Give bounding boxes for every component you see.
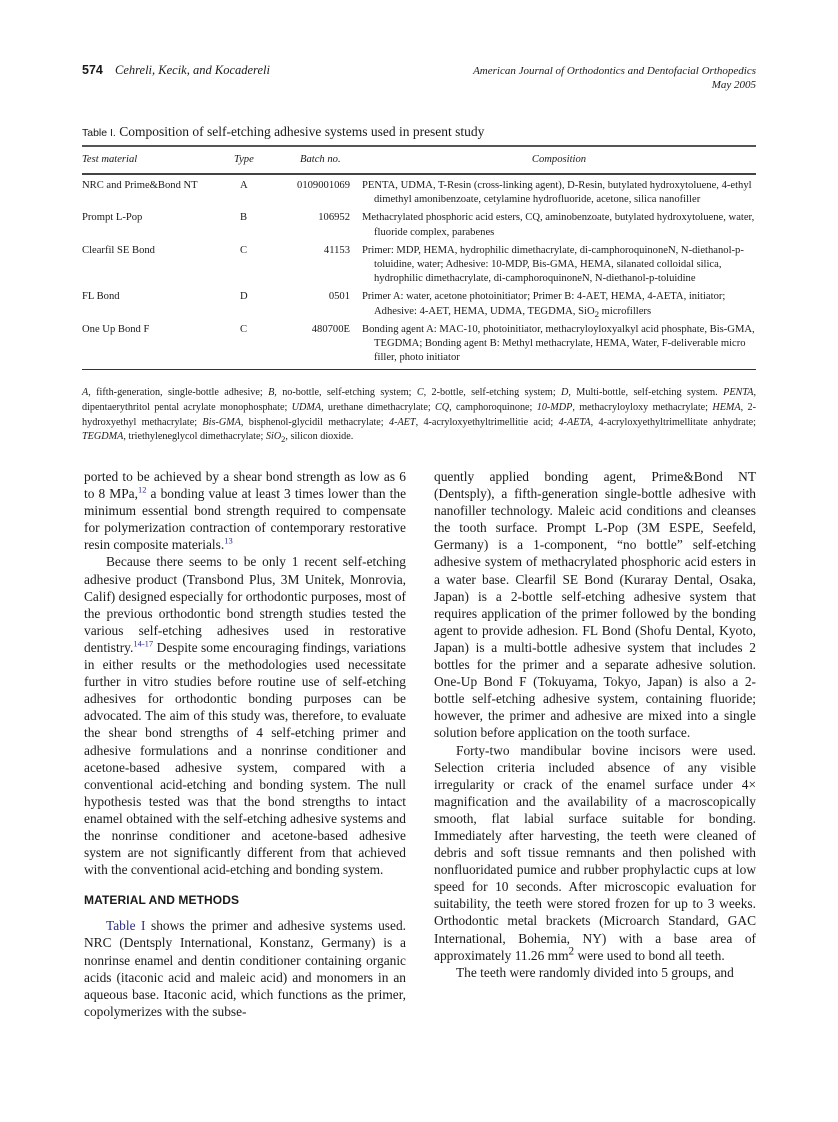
table-row <box>82 240 756 287</box>
table-footnote: A, fifth-generation, single-bottle adhesive; B, no-bottle, self-etching system; C, 2-bottle, self-etching system; D, Multi-bottle, self-etching system. PENTA, dipentaerythritol pental acrylate monophosphate; UDMA, urethane dimethacrylate; CQ, camphoroquinone; 10-MDP, methacryloyloxy methacrylate; HEMA, 2-hydroxyethyl methacrylate; Bis-GMA, bisphenol-glycidil methacrylate; 4-AET, 4-acryloxyethyltrimellitie acid; 4-AETA, 4-acryloxyethyltrimellitate anhydrate; TEGDMA, triethyleneglycol dimethacrylate; SiO$_2$, silicon dioxide. <box>82 387 757 445</box>
running-authors: Cehreli, Kecik, and Kocadereli <box>115 63 270 77</box>
paragraph: ported to be achieved by a shear bond strength as low as 6 to 8 MPa,$^{12}$ a bonding value at least 3 times lower than the minimum essential bond strength required to compensate for polymerization contraction of contemporary restorative resin composite materials.$^{13}$ <box>84 469 407 553</box>
cell-material: Prompt L-Pop <box>82 212 143 224</box>
cell-batch: 480700E <box>311 323 350 335</box>
left-column <box>84 468 406 1020</box>
col-header-test-material: Test material <box>82 153 138 165</box>
cell-composition: Bonding agent A: MAC-10, photoinitiator, methacryloyloxyalkyl acid phosphate, Bis-GMA, TEGDMA; Bonding agent B: Methyl methacrylate, HEMA, Water, F-deliverable micro filler, photo initiator <box>362 323 755 364</box>
journal-title: American Journal of Orthodontics and Dentofacial Orthopedics <box>473 65 756 77</box>
journal-info <box>473 64 756 92</box>
table-caption <box>82 124 484 140</box>
citation-link[interactable]: 12 <box>137 484 147 495</box>
journal-issue: May 2005 <box>711 79 756 91</box>
cell-type: A <box>240 180 248 191</box>
citation-link[interactable]: 13 <box>224 535 233 546</box>
cell-type: B <box>240 212 248 224</box>
cell-material: FL Bond <box>82 291 120 303</box>
paragraph: Because there seems to be only 1 recent self-etching adhesive product (Transbond Plus, 3M Unitek, Monrovia, Calif) designed especially for orthodontic purposes, most of the previous orthodontic bond strength studies tested the various self-etching adhesives used in restorative dentistry.$^{14-17}$ Despite some encouraging findings, variations in either results or the methodologies used necessitate further in vitro studies before routine use of self-etching adhesives for orthodontic bonding purposes can be advocated. The aim of this study was, therefore, to evaluate the shear bond strengths of 4 self-etching primer and adhesive formulations and a nonrinse conditioner and acetone-based adhesive system, compared with a conventional acid-etching and bonding system. The null hypothesis tested was that the bond strengths to intact enamel obtained with the self-etching adhesive systems and the nonrinse conditioner and acetone-based adhesive system are not significantly different from that achieved with the conventional acid-etching and bonding system. <box>84 554 406 878</box>
running-header <box>82 63 756 103</box>
cell-material: Clearfil SE Bond <box>82 244 155 256</box>
cell-composition: Methacrylated phosphoric acid esters, CQ, aminobenzoate, butylated hydroxytoluene, water, fluoride complex, parabenes <box>362 212 755 238</box>
page-number: 574 <box>82 63 103 77</box>
table-row <box>82 207 756 239</box>
paragraph: Table I shows the primer and adhesive systems used. NRC (Dentsply International, Konstanz, Germany) is a nonrinse enamel and dentin conditioner containing organic acids (itaconic acid and maleic acid) and monomers in an aqueous base. Itaconic acid, which functions as the primer, copolymerizes with the subse- <box>84 918 407 1019</box>
cell-composition: Primer: MDP, HEMA, hydrophilic dimethacrylate, di-camphoroquinoneN, N-diethanol-p-toluidine, water; Adhesive: 10-MDP, Bis-GMA, HEMA, silanated colloidal silica, hydrophilic dimethacrylate, di-camphoroquinoneN, N-diethanol-p-toluidine <box>362 244 744 285</box>
paragraph: The teeth were randomly divided into 5 groups, and <box>456 964 734 980</box>
cell-batch: 41153 <box>323 244 350 256</box>
section-heading: MATERIAL AND METHODS <box>84 893 240 908</box>
table-row <box>82 319 756 370</box>
cell-composition: Primer A: water, acetone photoinitiator; Primer B: 4-AET, HEMA, 4-AETA, initiator; Adhesive: 4-AET, HEMA, UDMA, TEGDMA, SiO$_2$ microfillers <box>362 291 726 319</box>
citation-link[interactable]: 14-17 <box>133 638 154 649</box>
col-header-batch: Batch no. <box>300 153 341 165</box>
cell-type: C <box>240 244 248 256</box>
table-link[interactable]: Table I <box>106 918 146 934</box>
composition-table <box>82 145 756 370</box>
col-header-composition: Composition <box>531 153 587 165</box>
cell-type: C <box>240 323 248 335</box>
table-label: Table I. <box>82 127 116 139</box>
cell-material: One Up Bond F <box>82 323 150 335</box>
cell-batch: 106952 <box>318 212 350 224</box>
table-title: Composition of self-etching adhesive systems used in present study <box>119 124 485 139</box>
cell-batch: 0109001069 <box>297 180 350 191</box>
paragraph: quently applied bonding agent, Prime&Bond NT (Dentsply), a fifth-generation single-bottle adhesive with nanofiller technology. Maleic acid conditions and cleanses the tooth surface. Prompt L-Pop (3M ESPE, Seefeld, Germany) is a 1-component, “no bottle” self-etching adhesive system of methacrylated phosphoric acid esters in a water base. Clearfil SE Bond (Kuraray Dental, Osaka, Japan) is a 2-bottle self-etching adhesive system that requires application of the primer followed by the bonding agent to provide adhesion. FL Bond (Shofu Dental, Kyoto, Japan) is a multi-bottle adhesive system that includes 2 bottles for the primer and a separate adhesive solution. One-Up Bond F (Tokuyama, Tokyo, Japan) is also a 2-bottle self-etching adhesive system, containing fluoride; however, the primer and adhesive are mixed into a single solution before application on the tooth surface. <box>434 469 756 741</box>
table-row <box>82 286 756 318</box>
col-header-type: Type <box>234 153 254 165</box>
table-row <box>82 174 756 207</box>
cell-batch: 0501 <box>328 291 350 303</box>
right-column <box>434 468 756 981</box>
cell-material: NRC and Prime&Bond NT <box>82 180 198 191</box>
table-header-row <box>82 146 756 174</box>
cell-type: D <box>240 291 248 303</box>
paragraph: Forty-two mandibular bovine incisors were used. Selection criteria included absence of any visible irregularity or crack of the enamel surface under 4× magnification and the availability of a macroscopically smooth, flat labial surface suitable for bonding. Immediately after harvesting, the teeth were cleaned of debris and soft tissue remnants and then polished with nonfluoridated pumice and rubber prophylactic cups at low speed for 10 seconds. After microscopic evaluation for suitability, the teeth were stored frozen for up to 3 weeks. Orthodontic metal brackets (Microarch Standard, GAC International, Bohemia, NY) with a base area of approximately 11.26 $mm^2$ were used to bond all teeth. <box>434 742 756 963</box>
cell-composition: PENTA, UDMA, T-Resin (cross-linking agent), D-Resin, butylated hydroxytoluene, 4-ethyl dimethyl amonibenzoate, cetylamine hydrofluoride, acetone, silica nanofiller <box>362 180 752 206</box>
